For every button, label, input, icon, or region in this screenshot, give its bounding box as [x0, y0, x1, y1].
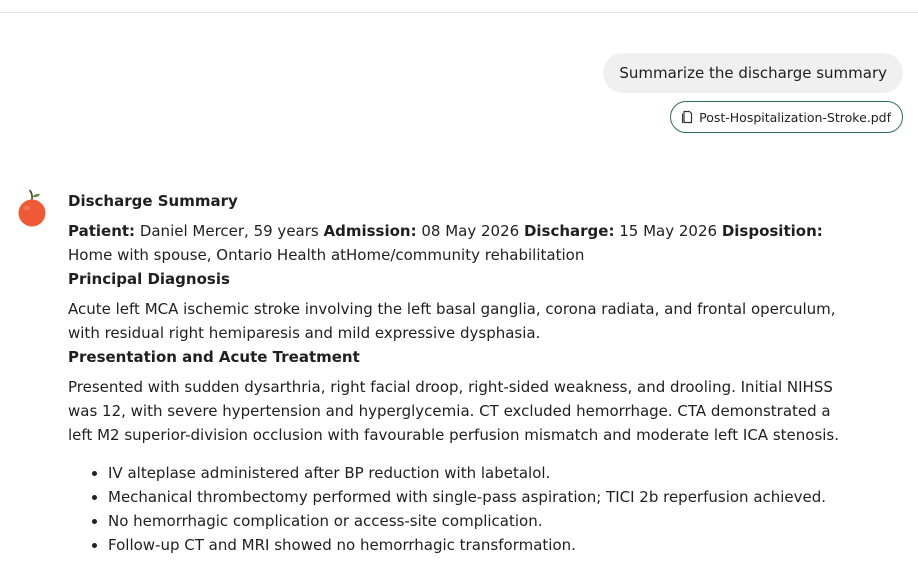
treatment-list — [68, 461, 858, 557]
presentation-heading: Presentation and Acute Treatment — [68, 348, 360, 366]
attachment-chip[interactable] — [670, 101, 903, 133]
presentation-text: Presented with sudden dysarthria, right facial droop, right-sided weakness, and drooling. Initial NIHSS was 12, with severe hypertension and hyperglycemia. CT excluded hemorrhage. CTA demonstrated a left M2 superior-division occlusion with favourable perfusion mismatch and moderate left ICA stenosis. — [68, 378, 840, 444]
user-message-bubble — [603, 53, 903, 93]
attachment-filename: Post-Hospitalization-Stroke.pdf — [699, 109, 891, 125]
patient-value: Daniel Mercer, 59 years — [135, 222, 324, 240]
patient-label: Patient: — [68, 222, 136, 240]
admission-value: 08 May 2026 — [416, 222, 524, 240]
list-item: • No hemorrhagic complication or access-site complication. — [108, 509, 858, 533]
list-item: • Follow-up CT and MRI showed no hemorrhagic transformation. — [108, 533, 858, 557]
principal-diagnosis-text: Acute left MCA ischemic stroke involving the left basal ganglia, corona radiata, and frontal operculum, with residual right hemiparesis and mild expressive dysphasia. — [68, 300, 836, 342]
summary-title: Discharge Summary — [68, 192, 238, 210]
disposition-value: Home with spouse, Ontario Health atHome/community rehabilitation — [68, 246, 585, 264]
patient-meta — [68, 219, 858, 267]
disposition-label: Disposition: — [721, 222, 823, 240]
list-item: • IV alteplase administered after BP reduction with labetalol. — [108, 461, 858, 485]
user-message-text: Summarize the discharge summary — [619, 64, 887, 82]
top-divider — [0, 12, 918, 13]
apple-avatar-icon — [17, 189, 47, 229]
principal-diagnosis-heading: Principal Diagnosis — [68, 270, 230, 288]
discharge-label: Discharge: — [523, 222, 615, 240]
file-icon — [681, 110, 693, 124]
admission-label: Admission: — [323, 222, 417, 240]
assistant-reply — [68, 189, 858, 557]
list-item: • Mechanical thrombectomy performed with single-pass aspiration; TICI 2b reperfusion achieved. — [108, 485, 858, 509]
discharge-value: 15 May 2026 — [614, 222, 722, 240]
